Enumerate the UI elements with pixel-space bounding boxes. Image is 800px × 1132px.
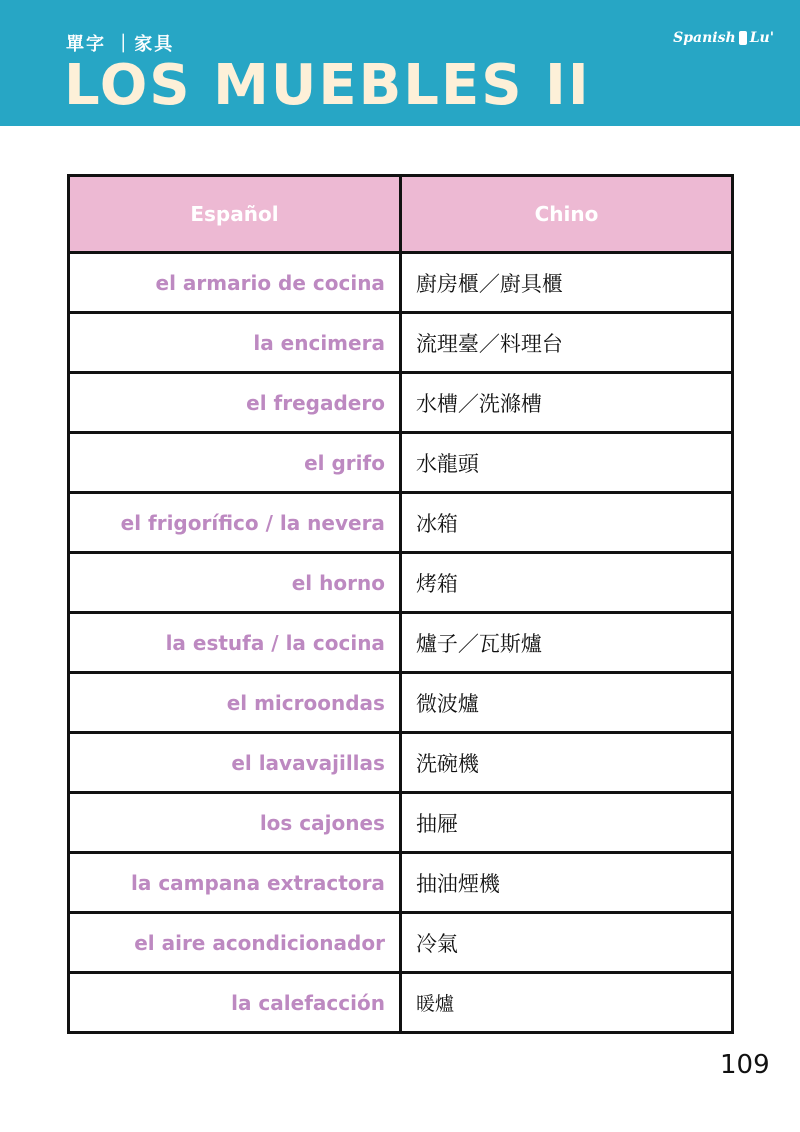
spanish-term: la estufa / la cocina	[69, 613, 401, 673]
table-row	[69, 853, 733, 913]
column-header-spanish: Español	[69, 176, 401, 253]
table-row	[69, 433, 733, 493]
spanish-term: el horno	[69, 553, 401, 613]
spanish-term: el grifo	[69, 433, 401, 493]
spanish-term: el fregadero	[69, 373, 401, 433]
spanish-term: la encimera	[69, 313, 401, 373]
logo-mark-icon	[739, 31, 747, 45]
spanish-term: el microondas	[69, 673, 401, 733]
chinese-term: 爐子／瓦斯爐	[400, 613, 732, 673]
spanish-term: el lavavajillas	[69, 733, 401, 793]
table-row	[69, 613, 733, 673]
page-title: LOS MUEBLES II	[64, 53, 591, 118]
column-header-chinese: Chino	[400, 176, 732, 253]
table-row	[69, 733, 733, 793]
table-row	[69, 793, 733, 853]
chinese-term: 冰箱	[400, 493, 732, 553]
chinese-term: 微波爐	[400, 673, 732, 733]
chinese-term: 水槽／洗滌槽	[400, 373, 732, 433]
page-number: 109	[720, 1050, 770, 1080]
table-row	[69, 973, 733, 1033]
table-row	[69, 553, 733, 613]
table-row	[69, 913, 733, 973]
table-row	[69, 673, 733, 733]
table-row	[69, 253, 733, 313]
table-row	[69, 493, 733, 553]
spanish-term: el aire acondicionador	[69, 913, 401, 973]
spanish-term: el armario de cocina	[69, 253, 401, 313]
chinese-term: 水龍頭	[400, 433, 732, 493]
table-row	[69, 373, 733, 433]
vocabulary-table	[67, 174, 734, 1034]
chinese-term: 廚房櫃／廚具櫃	[400, 253, 732, 313]
table-header-row	[69, 176, 733, 253]
header-banner	[0, 0, 800, 126]
spanish-term: la campana extractora	[69, 853, 401, 913]
logo-text: Spanish	[673, 30, 736, 46]
chinese-term: 洗碗機	[400, 733, 732, 793]
chinese-term: 抽油煙機	[400, 853, 732, 913]
table-row	[69, 313, 733, 373]
logo-suffix: Lu'	[749, 30, 774, 46]
section-subtitle: 單字 ｜家具	[66, 34, 175, 55]
chinese-term: 流理臺／料理台	[400, 313, 732, 373]
chinese-term: 暖爐	[400, 973, 732, 1033]
brand-logo	[673, 30, 774, 46]
spanish-term: los cajones	[69, 793, 401, 853]
chinese-term: 烤箱	[400, 553, 732, 613]
chinese-term: 抽屜	[400, 793, 732, 853]
chinese-term: 冷氣	[400, 913, 732, 973]
spanish-term: el frigorífico / la nevera	[69, 493, 401, 553]
spanish-term: la calefacción	[69, 973, 401, 1033]
